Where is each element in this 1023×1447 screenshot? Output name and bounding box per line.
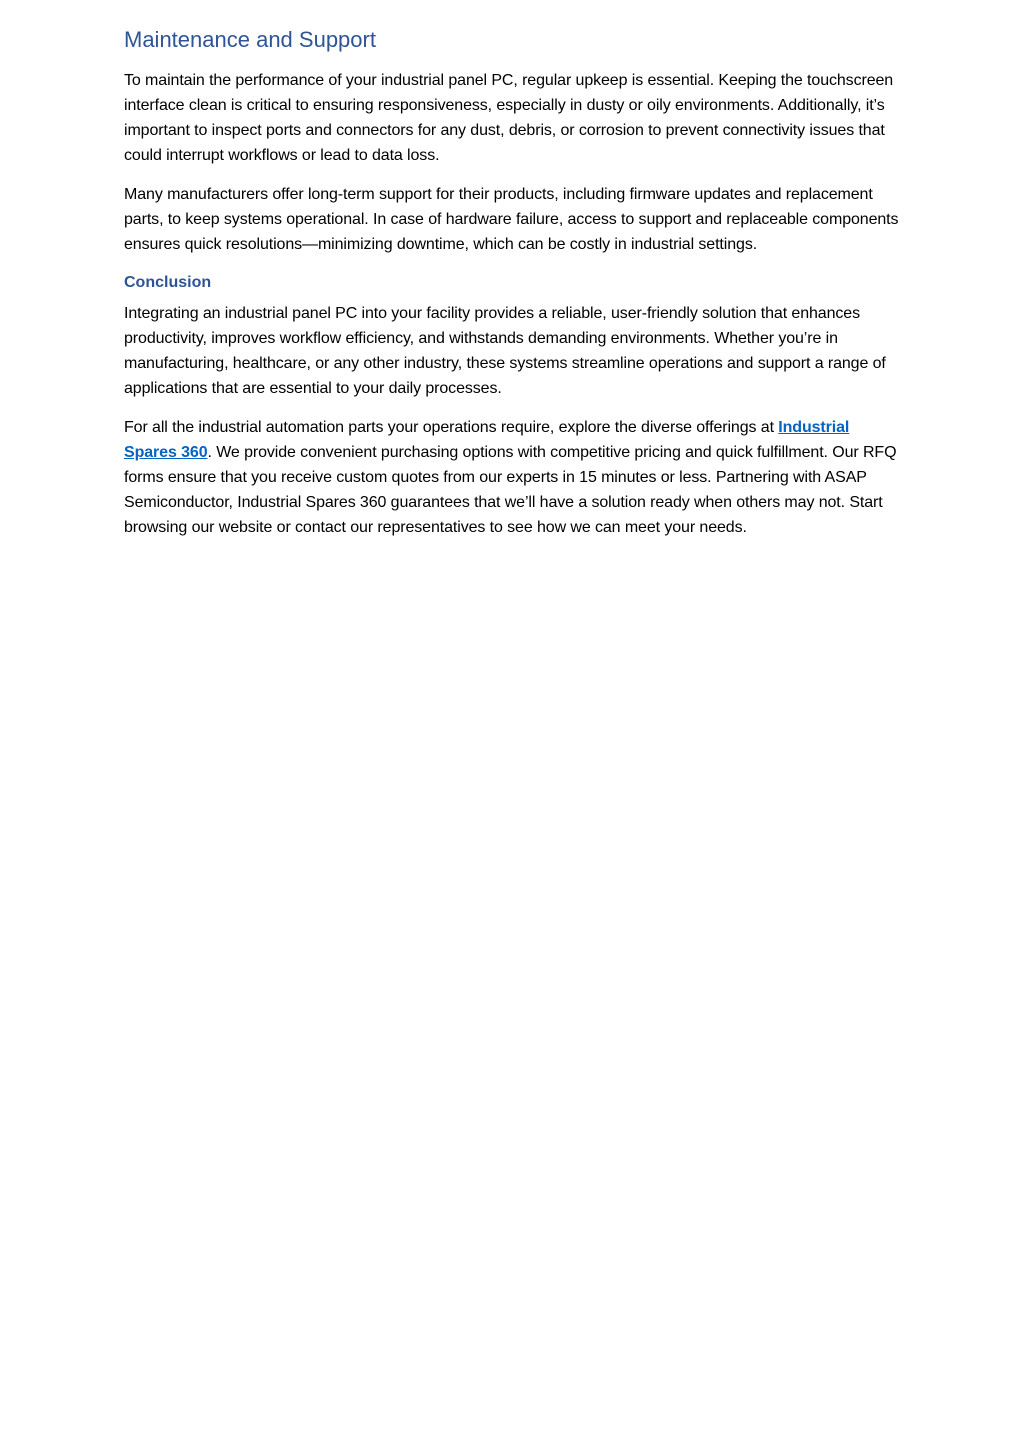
paragraph-text-after-link: . We provide convenient purchasing options with competitive pricing and quick fulfillment. Our RFQ forms ensure that you receive custom quotes from our experts in 15 minutes or less. Partnering with ASAP Semiconductor, Industrial Spares 360 guarantees that we’ll have a solution ready when others may not. Start browsing our website or contact our representatives to see how we can meet your needs. bbox=[124, 444, 897, 536]
paragraph-maintenance-2: Many manufacturers offer long-term support for their products, including firmware updates and replacement parts, to keep systems operational. In case of hardware failure, access to support and replaceable components ensures quick resolutions—minimizing downtime, which can be costly in industrial settings. bbox=[124, 186, 899, 253]
section-heading-conclusion: Conclusion bbox=[124, 274, 212, 291]
paragraph-conclusion-2 bbox=[124, 415, 904, 540]
paragraph-conclusion-1: Integrating an industrial panel PC into your facility provides a reliable, user-friendly solution that enhances productivity, improves workflow efficiency, and withstands demanding environments. Whether you’re in manufacturing, healthcare, or any other industry, these systems streamline operations and support a range of applications that are essential to your daily processes. bbox=[124, 305, 886, 397]
paragraph-text-before-link: For all the industrial automation parts your operations require, explore the diverse offerings at bbox=[124, 419, 779, 436]
industrial-spares-360-link[interactable]: Industrial Spares 360 bbox=[124, 419, 850, 461]
section-heading-maintenance: Maintenance and Support bbox=[124, 27, 376, 52]
paragraph-maintenance-1: To maintain the performance of your industrial panel PC, regular upkeep is essential. Keeping the touchscreen interface clean is critical to ensuring responsiveness, especially in dusty or oily environments. Additionally, it’s important to inspect ports and connectors for any dust, debris, or corrosion to prevent connectivity issues that could interrupt workflows or lead to data loss. bbox=[124, 72, 894, 164]
document-page bbox=[124, 24, 904, 554]
